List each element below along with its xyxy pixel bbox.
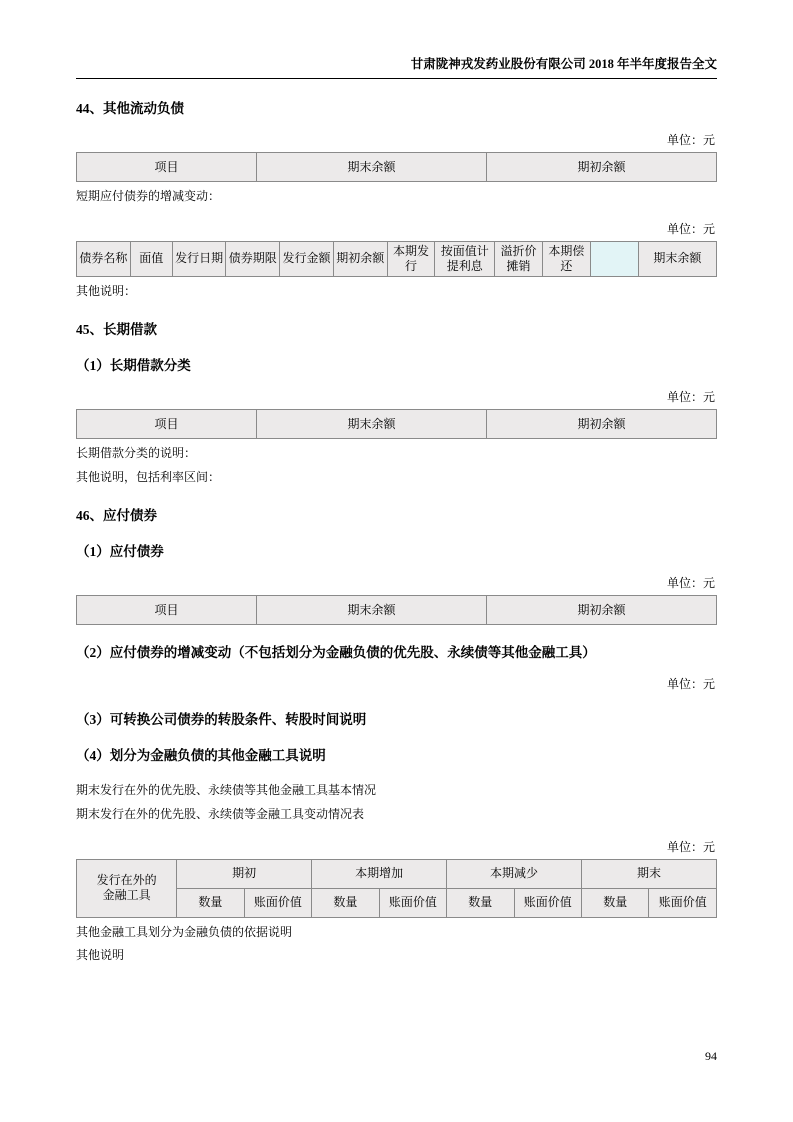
table-financial-instruments — [76, 859, 717, 918]
col-header-current-repayment: 本期偿还 — [542, 241, 590, 276]
col-header-bond-term: 债券期限 — [226, 241, 280, 276]
section-heading-44: 44、其他流动负债 — [76, 101, 184, 116]
col-header-ending-balance: 期末余额 — [638, 241, 716, 276]
note-other-explanation: 其他说明 — [76, 948, 125, 963]
table-row — [77, 410, 717, 439]
col-header-bond-name: 债券名称 — [77, 241, 131, 276]
table-row — [77, 241, 717, 276]
table-row — [77, 596, 717, 625]
col-header-ending-balance: 期末余额 — [256, 596, 486, 625]
col-header-beginning-balance: 期初余额 — [486, 596, 716, 625]
page-header — [76, 0, 717, 72]
subsection-heading-46-4: （4）划分为金融负债的其他金融工具说明 — [76, 748, 326, 764]
unit-label-46-2: 单位：元 — [666, 677, 715, 692]
col-group-decrease: 本期减少 — [447, 859, 582, 888]
col-header-premium-discount-amortization: 溢折价摊销 — [495, 241, 543, 276]
note-short-term-bond-change: 短期应付债券的增减变动： — [76, 189, 221, 203]
note-preferred-shares-basic: 期末发行在外的优先股、永续债等其他金融工具基本情况 — [76, 783, 377, 798]
note-long-term-loan-classification: 长期借款分类的说明： — [76, 446, 197, 461]
col-header-decrease-quantity: 数量 — [447, 888, 514, 917]
table-long-term-loans — [76, 409, 717, 439]
col-header-beginning-balance: 期初余额 — [486, 410, 716, 439]
subsection-heading-46-2: （2）应付债券的增减变动（不包括划分为金融负债的优先股、永续债等其他金融工具） — [76, 645, 596, 661]
col-header-item: 项目 — [77, 410, 257, 439]
col-header-beginning-book-value: 账面价值 — [244, 888, 311, 917]
col-header-ending-balance: 期末余额 — [256, 410, 486, 439]
unit-label-bond-change: 单位：元 — [666, 221, 715, 236]
note-long-term-loan-rate-range: 其他说明，包括利率区间： — [76, 469, 221, 484]
table-other-current-liabilities — [76, 152, 717, 182]
col-header-item: 项目 — [77, 596, 257, 625]
col-header-beginning-balance: 期初余额 — [486, 153, 716, 182]
col-header-instrument — [77, 859, 177, 917]
col-header-interest-accrued: 按面值计提利息 — [435, 241, 495, 276]
col-header-ending-balance: 期末余额 — [256, 153, 486, 182]
col-header-decrease-book-value: 账面价值 — [514, 888, 581, 917]
col-header-item: 项目 — [77, 153, 257, 182]
unit-label-45: 单位：元 — [666, 390, 715, 405]
col-header-face-value: 面值 — [130, 241, 172, 276]
header-title: 甘肃陇神戎发药业股份有限公司 2018 年半年度报告全文 — [410, 57, 717, 71]
subsection-heading-45-1: （1）长期借款分类 — [76, 358, 191, 374]
table-row — [77, 153, 717, 182]
col-header-increase-quantity: 数量 — [312, 888, 379, 917]
section-heading-45: 45、长期借款 — [76, 322, 157, 338]
col-header-current-issue: 本期发行 — [387, 241, 435, 276]
col-group-increase: 本期增加 — [312, 859, 447, 888]
col-header-issue-amount: 发行金额 — [280, 241, 334, 276]
section-heading-46: 46、应付债券 — [76, 508, 157, 524]
col-header-increase-book-value: 账面价值 — [379, 888, 446, 917]
col-group-ending: 期末 — [582, 859, 717, 888]
note-preferred-shares-change-table: 期末发行在外的优先股、永续债等金融工具变动情况表 — [76, 806, 365, 821]
table-row — [77, 859, 717, 888]
table-bond-change — [76, 241, 717, 277]
col-header-beginning-balance: 期初余额 — [333, 241, 387, 276]
note-bond-other: 其他说明： — [76, 283, 137, 298]
col-header-ending-book-value: 账面价值 — [649, 888, 717, 917]
col-header-ending-quantity: 数量 — [582, 888, 649, 917]
header-divider — [76, 78, 717, 79]
subsection-heading-46-3: （3）可转换公司债券的转股条件、转股时间说明 — [76, 712, 367, 728]
col-header-beginning-quantity: 数量 — [177, 888, 244, 917]
col-header-issue-date: 发行日期 — [172, 241, 226, 276]
col-group-beginning: 期初 — [177, 859, 312, 888]
note-classification-basis: 其他金融工具划分为金融负债的依据说明 — [76, 924, 293, 939]
page-number: 94 — [705, 1049, 717, 1063]
col-header-instrument-line2: 金融工具 — [102, 888, 151, 903]
table-bonds-payable — [76, 595, 717, 625]
subsection-heading-46-1: （1）应付债券 — [76, 544, 164, 560]
col-header-blank — [590, 241, 638, 276]
col-header-instrument-line1: 发行在外的 — [96, 873, 157, 888]
unit-label-46-1: 单位：元 — [666, 576, 715, 591]
unit-label-44: 单位：元 — [666, 133, 715, 147]
unit-label-46-3: 单位：元 — [666, 839, 715, 854]
